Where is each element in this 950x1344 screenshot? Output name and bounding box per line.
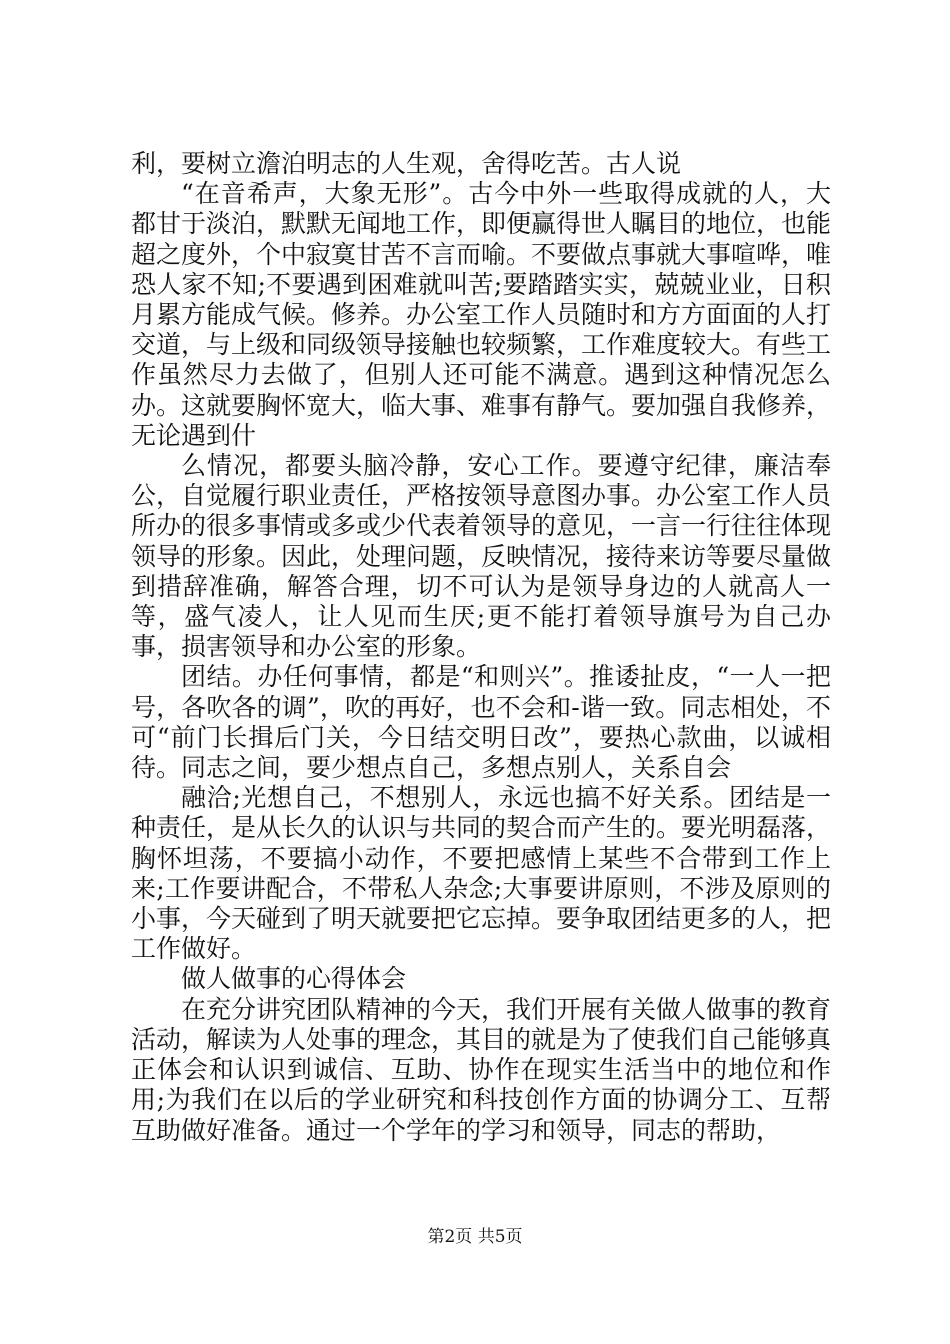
paragraph-6: 在充分讲究团队精神的今天，我们开展有关做人做事的教育活动，解读为人处事的理念，其目的就是为了使我们自己能够真正体会和认识到诚信、互助、协作在现实生活当中的地位和作用;为我们在以后的学业研究和科技创作方面的协调分工、互帮互助做好准备。通过一个学年的学习和领导，同志的帮助， [131,994,832,1145]
page-footer: 第2页 共5页 [427,1227,523,1247]
document-body [131,149,831,1146]
paragraph-2: “在音希声，大象无形”。古今中外一些取得成就的人，大都甘于淡泊，默默无闻地工作，即便赢得世人瞩目的地位，也能超之度外，个中寂寞甘苦不言而喻。不要做点事就大事喧哗，唯恐人家不知;不要遇到困难就叫苦;要踏踏实实，兢兢业业，日积月累方能成气候。修养。办公室工作人员随时和方方面面的人打交道，与上级和同级领导接触也较频繁，工作难度较大。有些工作虽然尽力去做了，但别人还可能不满意。遇到这种情况怎么办。这就要胸怀宽大，临大事、难事有静气。要加强自我修养，无论遇到什 [131,179,832,450]
section-heading: 做人做事的心得体会 [181,964,407,994]
paragraph-5: 融洽;光想自己，不想别人，永远也搞不好关系。团结是一种责任，是从长久的认识与共同的契合而产生的。要光明磊落，胸怀坦荡，不要搞小动作，不要把感情上某些不合带到工作上来;工作要讲配合，不带私人杂念;大事要讲原则，不涉及原则的小事，今天碰到了明天就要把它忘掉。要争取团结更多的人，把工作做好。 [131,783,832,964]
paragraph-1: 利，要树立澹泊明志的人生观，舍得吃苦。古人说 [131,149,682,178]
paragraph-4: 团结。办任何事情，都是“和则兴”。推诿扯皮，“一人一把号，各吹各的调”，吹的再好，也不会和-谐一致。同志相处，不可“前门长揖后门关，今日结交明日改”，要热心款曲，以诚相待。同志之间，要少想点自己，多想点别人，关系自会 [131,662,831,783]
paragraph-3: 么情况，都要头脑冷静，安心工作。要遵守纪律，廉洁奉公，自觉履行职业责任，严格按领导意图办事。办公室工作人员所办的很多事情或多或少代表着领导的意见，一言一行往往体现领导的形象。因此，处理问题，反映情况，接待来访等要尽量做到措辞准确，解答合理，切不可认为是领导身边的人就高人一等，盛气凌人，让人见而生厌;更不能打着领导旗号为自己办事，损害领导和办公室的形象。 [131,451,832,662]
